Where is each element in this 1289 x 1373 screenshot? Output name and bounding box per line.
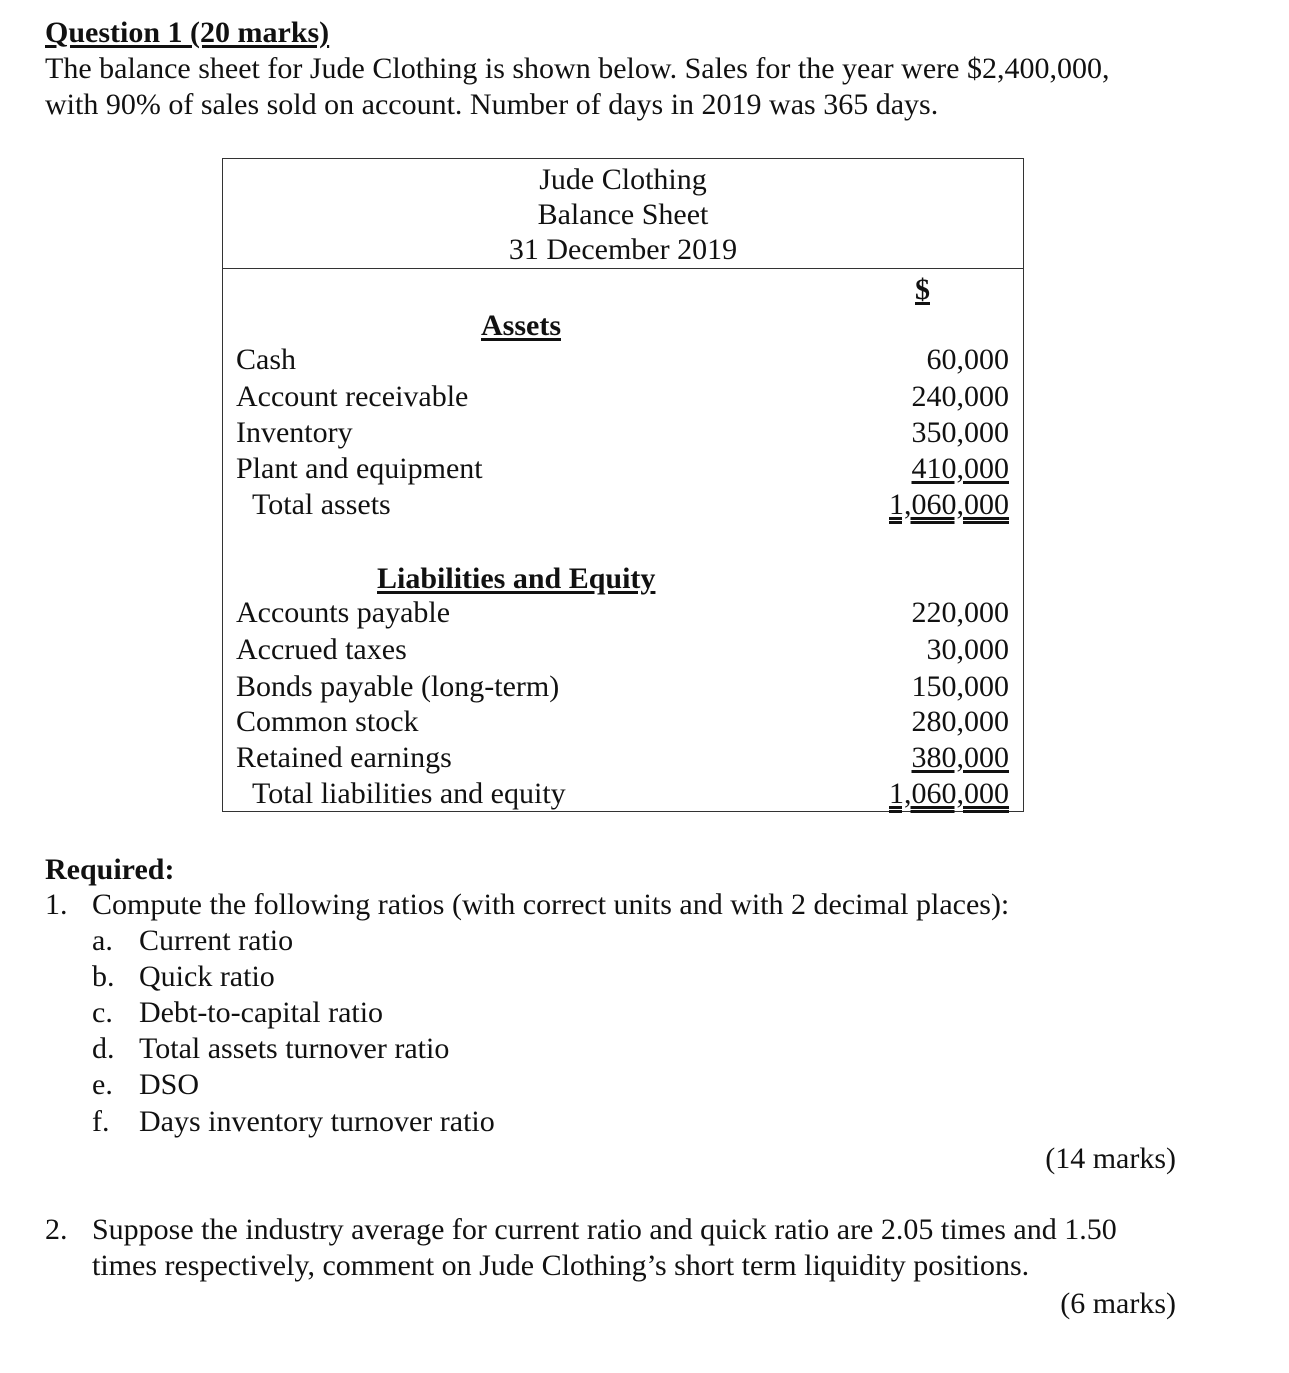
liability-label: Accounts payable xyxy=(236,596,451,629)
item-text: DSO xyxy=(139,1068,200,1101)
item-text: Current ratio xyxy=(139,924,294,957)
sheet-title: Balance Sheet xyxy=(537,198,709,231)
asset-label: Inventory xyxy=(236,416,353,449)
liability-value: 280,000 xyxy=(911,705,1009,738)
item-letter: d. xyxy=(92,1032,115,1065)
item-text: Days inventory turnover ratio xyxy=(139,1105,495,1138)
intro-line-2: with 90% of sales sold on account. Number of days in 2019 was 365 days. xyxy=(45,88,939,121)
company-name: Jude Clothing xyxy=(539,163,707,196)
total-assets-value: 1,060,000 xyxy=(889,488,1009,521)
item-text: Debt-to-capital ratio xyxy=(139,996,384,1029)
asset-label: Account receivable xyxy=(236,380,469,413)
liability-label: Common stock xyxy=(236,705,419,738)
question-title: Question 1 (20 marks) xyxy=(45,16,330,49)
item-letter: c. xyxy=(92,996,113,1029)
item-letter: a. xyxy=(92,924,113,957)
liability-value: 30,000 xyxy=(926,633,1009,666)
item-letter: e. xyxy=(92,1068,113,1101)
asset-label: Cash xyxy=(236,343,296,376)
q2-marks: (6 marks) xyxy=(1060,1287,1176,1320)
total-liabilities-label: Total liabilities and equity xyxy=(252,777,566,810)
required-heading: Required: xyxy=(45,853,175,886)
total-assets-label: Total assets xyxy=(252,488,391,521)
q2-line-1: Suppose the industry average for current ratio and quick ratio are 2.05 times and 1.50 xyxy=(92,1213,1117,1246)
asset-value: 350,000 xyxy=(911,416,1009,449)
item-letter: b. xyxy=(92,960,115,993)
sheet-date: 31 December 2019 xyxy=(508,233,738,266)
intro-line-1: The balance sheet for Jude Clothing is shown below. Sales for the year were $2,400,000, xyxy=(45,52,1110,85)
asset-value: 60,000 xyxy=(926,343,1009,376)
asset-value: 240,000 xyxy=(911,380,1009,413)
liabilities-heading: Liabilities and Equity xyxy=(377,562,656,595)
liability-label: Retained earnings xyxy=(236,741,452,774)
item-text: Quick ratio xyxy=(139,960,275,993)
liability-label: Accrued taxes xyxy=(236,633,407,666)
liability-value: 220,000 xyxy=(911,596,1009,629)
asset-label: Plant and equipment xyxy=(236,452,483,485)
asset-value: 410,000 xyxy=(911,452,1009,485)
q1-number: 1. xyxy=(45,888,68,921)
liability-value: 380,000 xyxy=(911,741,1009,774)
q2-number: 2. xyxy=(45,1213,68,1246)
item-letter: f. xyxy=(92,1105,110,1138)
liability-label: Bonds payable (long-term) xyxy=(236,670,560,703)
total-liabilities-value: 1,060,000 xyxy=(889,777,1009,810)
q1-text: Compute the following ratios (with correct units and with 2 decimal places): xyxy=(92,888,1010,921)
q1-marks: (14 marks) xyxy=(1045,1142,1176,1175)
q2-line-2: times respectively, comment on Jude Clothing’s short term liquidity positions. xyxy=(92,1249,1030,1282)
item-text: Total assets turnover ratio xyxy=(139,1032,450,1065)
currency-header: $ xyxy=(915,273,930,306)
liability-value: 150,000 xyxy=(911,670,1009,703)
header-divider xyxy=(222,268,1024,269)
assets-heading: Assets xyxy=(481,309,561,342)
